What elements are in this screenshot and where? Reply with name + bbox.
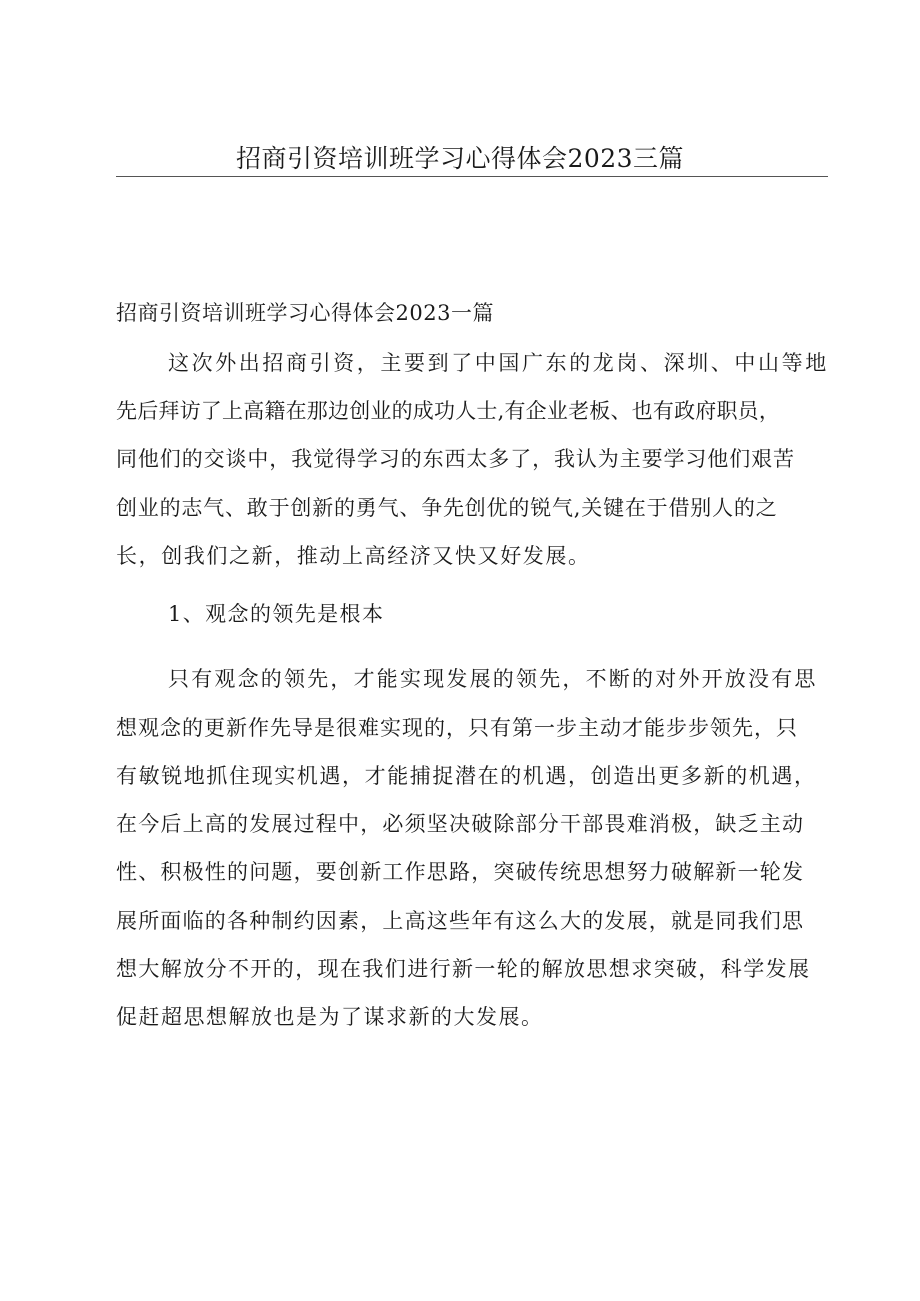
point1-heading: 1、观念的领先是根本 [168,602,385,626]
paragraph1-line: 同他们的交谈中，我觉得学习的东西太多了，我认为主要学习他们艰苦 [116,447,795,471]
section-heading: 招商引资培训班学习心得体会2023一篇 [116,301,494,325]
paragraph2-line: 想观念的更新作先导是很难实现的，只有第一步主动才能步步领先，只 [116,716,798,740]
paragraph2-line: 有敏锐地抓住现实机遇，才能捕捉潜在的机遇，创造出更多新的机遇， [116,764,817,788]
paragraph1-line: 长，创我们之新，推动上高经济又快又好发展。 [116,544,591,568]
paragraph1-line: 先后拜访了上高籍在那边创业的成功人士,有企业老板、也有政府职员， [116,399,781,423]
document-title: 招商引资培训班学习心得体会2023三篇 [235,144,685,173]
paragraph1-line: 创业的志气、敢于创新的勇气、争先创优的锐气,关键在于借别人的之 [116,496,778,520]
paragraph2-line: 想大解放分不开的，现在我们进行新一轮的解放思想求突破，科学发展 [116,957,811,981]
paragraph2-line: 性、积极性的问题，要创新工作思路，突破传统思想努力破解新一轮发 [116,860,805,884]
title-underline [116,176,828,177]
paragraph2-line: 只有观念的领先，才能实现发展的领先，不断的对外开放没有思 [168,667,818,691]
paragraph2-line: 在今后上高的发展过程中，必须坚决破除部分干部畏难消极，缺乏主动 [116,812,805,836]
paragraph2-line: 展所面临的各种制约因素，上高这些年有这么大的发展，就是同我们思 [116,909,805,933]
paragraph2-line: 促赶超思想解放也是为了谋求新的大发展。 [116,1005,544,1029]
paragraph1-line: 这次外出招商引资，主要到了中国广东的龙岗、深圳、中山等地 [168,351,829,375]
